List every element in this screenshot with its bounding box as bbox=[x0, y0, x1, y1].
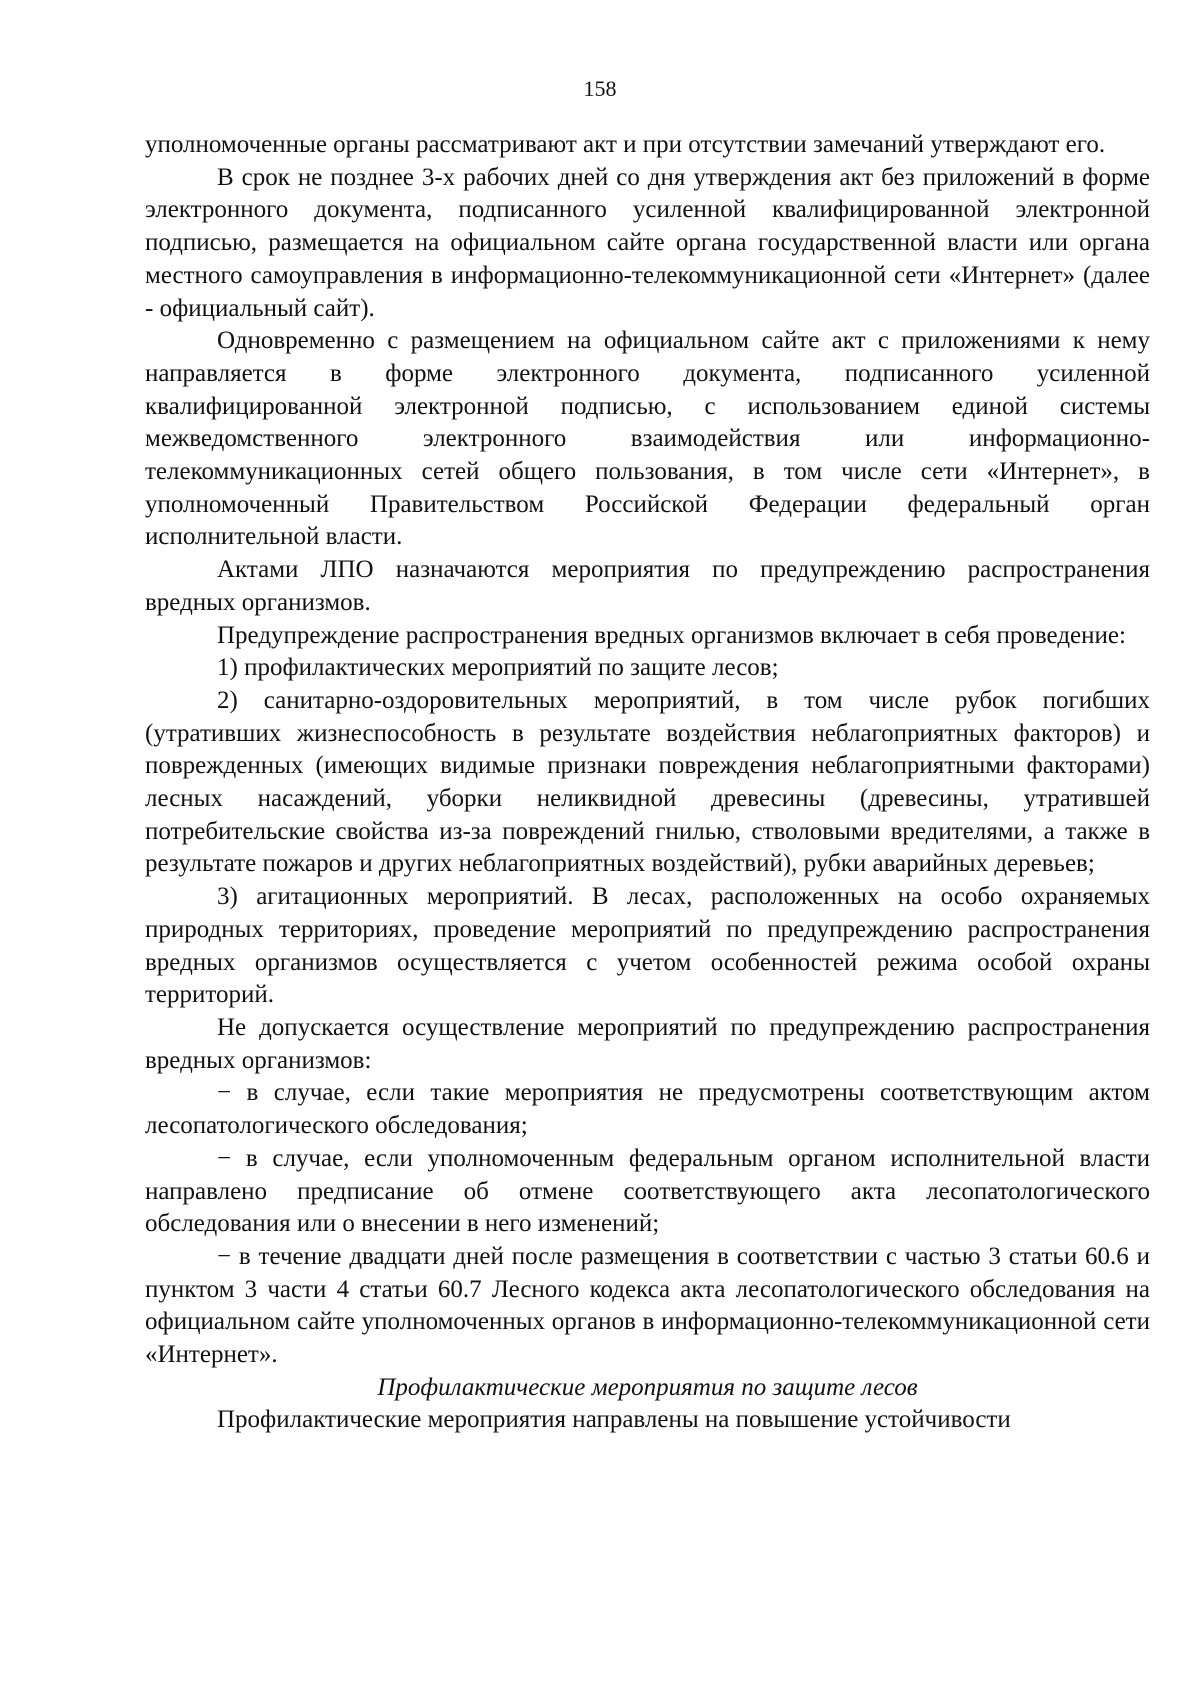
list-item-2: 2) санитарно-оздоровительных мероприятий, в том числе рубок погибших (утративших жизнеспособность в результате воздействия неблагоприятных факторов) и поврежденных (имеющих видимые признаки повреждения неблагоприятными факторами) лесных насаждений, уборки неликвидной древесины (древесины, утратившей потребительские свойства из-за повреждений гнилью, стволовыми вредителями, а также в результате пожаров и других неблагоприятных воздействий), рубки аварийных деревьев; bbox=[145, 686, 1150, 878]
list-item-1: 1) профилактических мероприятий по защите лесов; bbox=[217, 654, 779, 682]
paragraph-not-allowed: Не допускается осуществление мероприятий по предупреждению распространения вредных организмов: bbox=[145, 1013, 1150, 1074]
paragraph-prevention-includes: Предупреждение распространения вредных организмов включает в себя проведение: bbox=[217, 621, 1126, 649]
document-body bbox=[145, 129, 1150, 1437]
paragraph-simultaneous-sending: Одновременно с размещением на официальном сайте акт с приложениями к нему направляется в форме электронного документа, подписанного усиленной квалифицированной электронной подписью, с использованием единой системы межведомственного электронного взаимодействия или информационно-телекоммуникационных сетей общего пользования, в том числе сети «Интернет», в уполномоченный Правительством Российской Федерации федеральный орган исполнительной власти. bbox=[145, 327, 1150, 551]
list-item-3: 3) агитационных мероприятий. В лесах, расположенных на особо охраняемых природных территориях, проведение мероприятий по предупреждению распространения вредных организмов осуществляется с учетом особенностей режима особой охраны территорий. bbox=[145, 883, 1150, 1009]
section-heading-text: Профилактические мероприятия по защите лесов bbox=[377, 1373, 918, 1401]
paragraph-lpo-acts: Актами ЛПО назначаются мероприятия по предупреждению распространения вредных организмов. bbox=[145, 556, 1150, 616]
dash-item-2: − в случае, если уполномоченным федеральным органом исполнительной власти направлено предписание об отмене соответствующего акта лесопатологического обследования или о внесении в него изменений; bbox=[145, 1144, 1150, 1238]
dash-item-1: − в случае, если такие мероприятия не предусмотрены соответствующим актом лесопатологического обследования; bbox=[145, 1079, 1150, 1140]
paragraph-continuation: уполномоченные органы рассматривают акт и при отсутствии замечаний утверждают его. bbox=[145, 131, 1106, 158]
section-heading bbox=[145, 1372, 1150, 1405]
paragraph-publication-deadline: В срок не позднее 3-х рабочих дней со дня утверждения акт без приложений в форме электронного документа, подписанного усиленной квалифицированной электронной подписью, размещается на официальном сайте органа государственной власти или органа местного самоуправления в информационно-телекоммуникационной сети «Интернет» (далее - официальный сайт). bbox=[145, 163, 1150, 322]
paragraph-final: Профилактические мероприятия направлены на повышение устойчивости bbox=[217, 1406, 1011, 1434]
dash-item-3: − в течение двадцати дней после размещения в соответствии с частью 3 статьи 60.6 и пунктом 3 части 4 статьи 60.7 Лесного кодекса акта лесопатологического обследования на официальном сайте уполномоченных органов в информационно-телекоммуникационной сети «Интернет». bbox=[145, 1242, 1150, 1369]
page-number: 158 bbox=[583, 76, 617, 101]
